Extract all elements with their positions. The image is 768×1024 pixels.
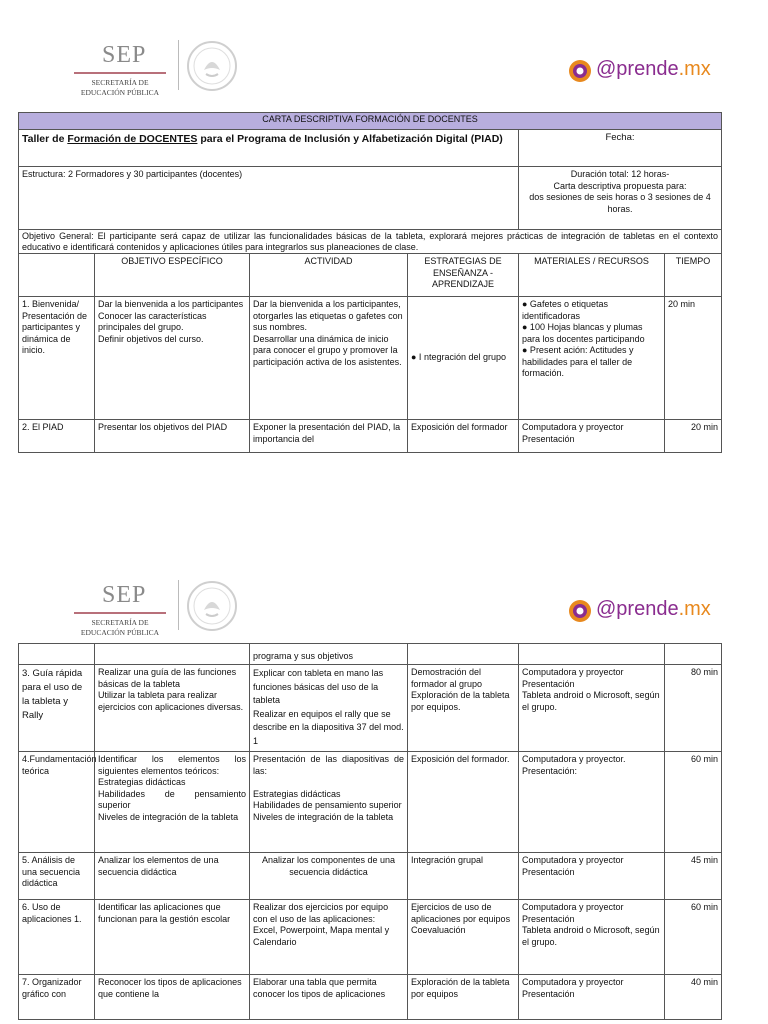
row-objetivo: Identificar los elementos los siguientes elementos teóricos: Estrategias didácticas Habilidades de pensamiento superior Niveles de integración de la tableta	[95, 752, 250, 853]
row-estrategias: Demostración del formador al grupo Exploración de la tableta por equipos.	[408, 665, 519, 752]
aprende-wordmark-left: @prende	[596, 58, 679, 80]
sep-subtitle-line1: SECRETARÍA DE	[91, 78, 149, 87]
row-actividad: programa y sus objetivos	[250, 644, 408, 665]
row-actividad: Dar la bienvenida a los participantes, otorgarles las etiquetas o gafetes con sus nombres. Desarrollar una dinámica de inicio para conocer el grupo y promover la participación activa de los asistentes.	[250, 297, 408, 420]
estructura: Estructura: 2 Formadores y 30 participantes (docentes)	[19, 167, 519, 230]
aprende-wordmark-right: .mx	[678, 598, 711, 620]
sep-subtitle-line2: EDUCACIÓN PÚBLICA	[80, 628, 160, 637]
estructura-row	[19, 167, 722, 230]
row-materiales: Computadora y proyector Presentación	[519, 420, 665, 453]
row-estrategias	[408, 644, 519, 665]
row-materiales: Computadora y proyector Presentación	[519, 975, 665, 1020]
page2-table	[18, 643, 722, 1020]
row-objetivo	[95, 644, 250, 665]
row-materiales: Computadora y proyector. Presentación:	[519, 752, 665, 853]
logo-divider	[178, 580, 179, 630]
table-row	[19, 297, 722, 420]
workshop-title	[19, 130, 519, 167]
row-tema	[19, 644, 95, 665]
title-row	[19, 113, 722, 130]
row-tiempo: 80 min	[665, 665, 722, 752]
row-tiempo: 20 min	[665, 297, 722, 420]
table-row	[19, 975, 722, 1020]
table-row	[19, 752, 722, 853]
workshop-row	[19, 130, 722, 167]
sep-underline	[74, 612, 166, 614]
header-estrategias: ESTRATEGIAS DE ENSEÑANZA - APRENDIZAJE	[408, 254, 519, 297]
sep-subtitle	[78, 618, 162, 638]
row-estrategias: Exploración de la tableta por equipos	[408, 975, 519, 1020]
aprende-logo	[566, 57, 711, 87]
workshop-title-pre: Taller de	[22, 133, 68, 145]
row-materiales: Computadora y proyector Presentación Tableta android o Microsoft, según el grupo.	[519, 665, 665, 752]
row-tema: 7. Organizador gráfico con	[19, 975, 95, 1020]
row-tema: 3. Guía rápida para el uso de la tableta y Rally	[19, 665, 95, 752]
row-objetivo: Presentar los objetivos del PIAD	[95, 420, 250, 453]
sep-subtitle	[78, 78, 162, 98]
row-tiempo: 45 min	[665, 853, 722, 900]
table-row	[19, 420, 722, 453]
header-actividad: ACTIVIDAD	[250, 254, 408, 297]
row-actividad: Realizar dos ejercicios por equipo con el uso de las aplicaciones: Excel, Powerpoint, Mapa mental y Calendario	[250, 900, 408, 975]
row-estrategias: Ejercicios de uso de aplicaciones por equipos Coevaluación	[408, 900, 519, 975]
row-objetivo: Dar la bienvenida a los participantes Conocer las características principales del grupo. Definir objetivos del curso.	[95, 297, 250, 420]
row-materiales: ● Gafetes o etiquetas identificadoras ● 100 Hojas blancas y plumas para los docentes participando ● Present ación: Actitudes y habilidades para el taller de formación.	[519, 297, 665, 420]
aprende-wordmark-left: @prende	[596, 598, 679, 620]
sep-underline	[74, 72, 166, 74]
objetivo-general-row	[19, 230, 722, 254]
row-tiempo	[665, 644, 722, 665]
aprende-wordmark	[596, 58, 711, 81]
row-objetivo: Identificar las aplicaciones que funcionan para la gestión escolar	[95, 900, 250, 975]
aprende-badge-icon	[566, 58, 594, 84]
row-materiales: Computadora y proyector Presentación	[519, 853, 665, 900]
row-estrategias: ● I ntegración del grupo	[408, 297, 519, 420]
sep-subtitle-line2: EDUCACIÓN PÚBLICA	[80, 88, 160, 97]
national-seal-icon	[186, 40, 238, 92]
row-materiales: Computadora y proyector Presentación Tableta android o Microsoft, según el grupo.	[519, 900, 665, 975]
document-title: CARTA DESCRIPTIVA FORMACIÓN DE DOCENTES	[19, 113, 722, 130]
row-estrategias: Integración grupal	[408, 853, 519, 900]
row-tiempo: 20 min	[665, 420, 722, 453]
header-tema	[19, 254, 95, 297]
page1-table	[18, 112, 722, 453]
duracion: Duración total: 12 horas- Carta descriptiva propuesta para: dos sesiones de seis horas o 3 sesiones de 4 horas.	[519, 167, 722, 230]
table-row	[19, 900, 722, 975]
row-tema: 5. Análisis de una secuencia didáctica	[19, 853, 95, 900]
row-tiempo: 40 min	[665, 975, 722, 1020]
aprende-logo	[566, 597, 711, 627]
column-headers	[19, 254, 722, 297]
header-objetivo: OBJETIVO ESPECÍFICO	[95, 254, 250, 297]
row-materiales	[519, 644, 665, 665]
row-tema: 2. El PIAD	[19, 420, 95, 453]
row-estrategias: Exposición del formador.	[408, 752, 519, 853]
workshop-title-post: para el Programa de Inclusión y Alfabetización Digital (PIAD)	[197, 133, 503, 145]
row-objetivo: Analizar los elementos de una secuencia didáctica	[95, 853, 250, 900]
table-row	[19, 644, 722, 665]
row-tema: 4.Fundamentación teórica	[19, 752, 95, 853]
row-objetivo: Realizar una guía de las funciones básicas de la tableta Utilizar la tableta para realizar ejercicios con aplicaciones diversas.	[95, 665, 250, 752]
header-materiales: MATERIALES / RECURSOS	[519, 254, 665, 297]
row-actividad: Presentación de las diapositivas de las: Estrategias didácticas Habilidades de pensamiento superior Niveles de integración de la tableta	[250, 752, 408, 853]
header-tiempo: TIEMPO	[665, 254, 722, 297]
logo-divider	[178, 40, 179, 90]
row-tiempo: 60 min	[665, 752, 722, 853]
sep-subtitle-line1: SECRETARÍA DE	[91, 618, 149, 627]
aprende-badge-icon	[566, 598, 594, 624]
national-seal-icon	[186, 580, 238, 632]
workshop-title-underlined: Formación de DOCENTES	[67, 133, 198, 145]
aprende-wordmark	[596, 598, 711, 621]
fecha-cell: Fecha:	[519, 130, 722, 167]
table-row	[19, 665, 722, 752]
aprende-wordmark-right: .mx	[678, 58, 711, 80]
objetivo-general: Objetivo General: El participante será capaz de utilizar las funcionalidades básicas de la tableta, explorará mejores prácticas de integración de tabletas en el contexto educativo e identificará contenidos y aplicaciones útiles para integrarlos sus planeaciones de clase.	[19, 230, 722, 254]
row-tiempo: 60 min	[665, 900, 722, 975]
row-tema: 1. Bienvenida/ Presentación de participantes y dinámica de inicio.	[19, 297, 95, 420]
row-objetivo: Reconocer los tipos de aplicaciones que contiene la	[95, 975, 250, 1020]
row-actividad: Exponer la presentación del PIAD, la importancia del	[250, 420, 408, 453]
table-row	[19, 853, 722, 900]
row-actividad: Analizar los componentes de una secuencia didáctica	[250, 853, 408, 900]
row-actividad: Explicar con tableta en mano las funciones básicas del uso de la tableta Realizar en equipos el rally que se describe en la diapositiva 37 del mod. 1	[250, 665, 408, 752]
row-estrategias: Exposición del formador	[408, 420, 519, 453]
sep-wordmark: SEP	[102, 582, 147, 608]
row-tema: 6. Uso de aplicaciones 1.	[19, 900, 95, 975]
row-actividad: Elaborar una tabla que permita conocer los tipos de aplicaciones	[250, 975, 408, 1020]
sep-wordmark: SEP	[102, 42, 147, 68]
